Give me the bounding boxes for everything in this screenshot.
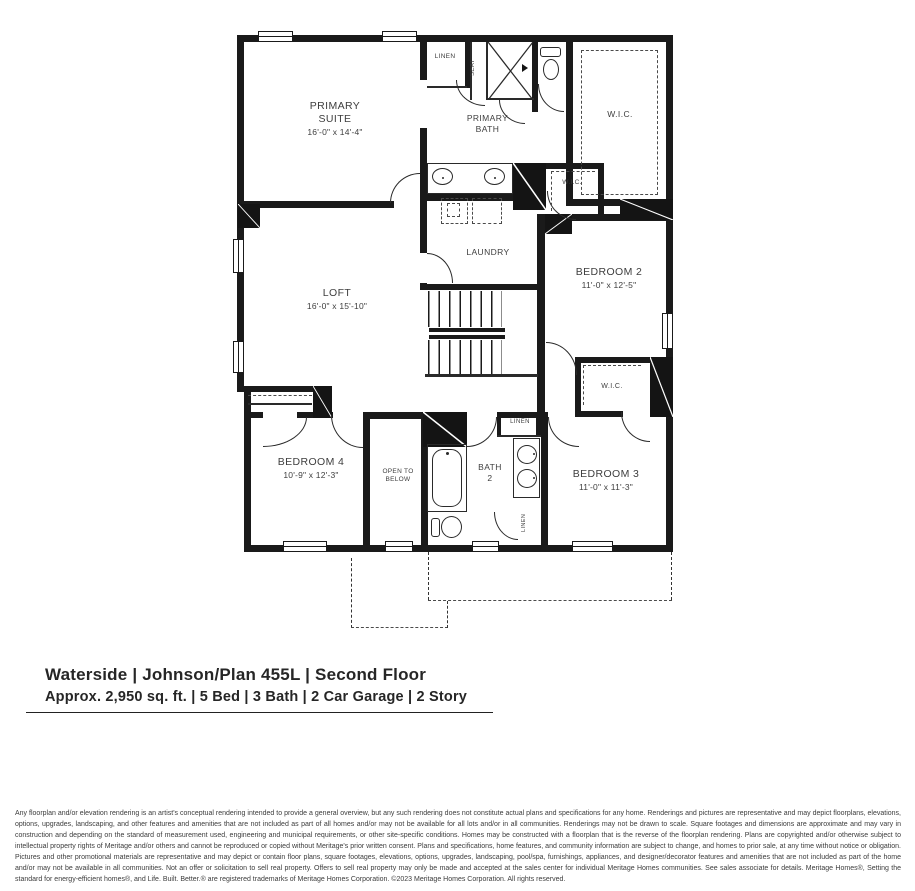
room-dims: 16'-0" x 14'-4": [307, 127, 363, 138]
toilet-bowl: [441, 516, 462, 538]
tub-faucet: [446, 452, 449, 455]
footprint-dashed-line: [428, 600, 672, 601]
room-label-linen: LINEN: [434, 53, 456, 60]
washer-door: [447, 203, 460, 217]
room-name: BEDROOM 3: [572, 468, 640, 480]
title-divider: [26, 712, 493, 713]
closet-shelving: [248, 395, 312, 396]
window: [382, 31, 417, 42]
room-label-bedroom4: [251, 456, 371, 481]
wall: [427, 284, 537, 290]
room-dims: 10'-9" x 12'-3": [283, 470, 339, 481]
footprint-dashed-line: [351, 627, 448, 628]
room-label-primary-suite: [275, 100, 395, 138]
door-arc: [263, 417, 307, 447]
window: [233, 341, 244, 373]
room-name: LOFT: [322, 287, 352, 299]
room-label-laundry: LAUNDRY: [466, 247, 510, 257]
room-label-seat: SEAT: [470, 59, 476, 77]
sink-faucet: [533, 453, 535, 455]
wall: [420, 283, 427, 290]
door-arc: [538, 84, 564, 112]
toilet-tank: [540, 47, 561, 57]
footprint-dashed-line: [447, 601, 448, 628]
room-label-primary-bath: [445, 113, 530, 134]
door-arc: [390, 173, 420, 203]
toilet-tank: [431, 518, 440, 537]
door-arc: [546, 342, 577, 375]
room-dims: 16'-0" x 15'-10": [306, 301, 368, 312]
bathtub: [432, 449, 462, 507]
staircase-lower-run: [428, 340, 502, 374]
room-name: BEDROOM 2: [575, 266, 643, 278]
room-dims: 11'-0" x 11'-3": [578, 482, 634, 493]
window: [283, 541, 327, 552]
room-label-bedroom3: [548, 468, 664, 493]
wall: [244, 412, 263, 418]
legal-disclaimer: Any floorplan and/or elevation rendering is an artist's conceptual rendering intended to provide a general overview, but any such rendering does not constitute actual plans and specifications for any home. Renderings and pictures are representative and may depict floorplans, elevations, options, upgrades, landscaping, and other features and amenities that are not included as part of all homes and/or may not be available for all lots and/or in all communities. Renderings may not be drawn to scale. Square footages and dimensions are approximate and may vary in construction and depending on the standard of measurement used, engineering and municipal requirements, or other site-specific conditions. Homes may be constructed with a floorplan that is the reverse of the floorplan rendering. Plans are copyrighted and/or otherwise subject to intellectual property rights of Meritage and/or others and cannot be reproduced or copied without Meritage's prior written consent. Plans and specifications, home features, and community information are subject to change, and homes to prior sale, at any time without notice or obligation. Pictures and other promotional materials are representative and may depict or contain floor plans, square footages, elevations, options, upgrades, landscaping, pool/spa, furnishings, appliances, and designer/decorator features and amenities that are not included as part of the home and/or may not be available in all communities. Not an offer or solicitation to sell real property. Offers to sell real property may only be made and accepted at the sales center for individual Meritage Homes communities. See sales associate for details. Meritage Homes®, Setting the standard for energy-efficient homes®, and Life. Built. Better.® are registered trademarks of Meritage Homes Corporation. ©2023 Meritage Homes Corporation. All rights reserved.: [15, 810, 901, 883]
wall: [541, 412, 548, 552]
footprint-dashed-line: [671, 552, 672, 600]
room-dims: 11'-0" x 12'-5": [581, 280, 637, 291]
wall: [244, 386, 251, 552]
staircase-rail: [429, 328, 505, 332]
sink-faucet: [494, 177, 496, 179]
room-label-loft: [287, 287, 387, 312]
toilet-bowl: [543, 59, 559, 80]
dryer-outline: [472, 198, 502, 224]
wall: [578, 411, 623, 417]
chase-block: [423, 412, 467, 447]
room-label-bath2: [468, 462, 512, 483]
chase-block: [650, 357, 673, 417]
plan-title: Waterside | Johnson/Plan 455L | Second Floor: [45, 665, 427, 684]
sink-faucet: [442, 177, 444, 179]
chase-block: [620, 199, 673, 220]
wall: [575, 357, 655, 363]
wall: [237, 35, 673, 42]
door-arc: [467, 417, 497, 447]
chase-block: [513, 163, 546, 210]
staircase-rail: [429, 335, 505, 339]
room-label-wic-primary: W.I.C.: [607, 109, 633, 119]
room-label-linen-bath2: LINEN: [510, 419, 530, 425]
room-name: BATH 2: [478, 462, 502, 483]
room-label-open-to-below: [371, 468, 425, 484]
door-arc: [494, 512, 518, 540]
window: [572, 541, 613, 552]
wall: [537, 214, 545, 377]
stair-base-line: [425, 374, 538, 377]
wall: [244, 201, 394, 208]
wall: [420, 208, 427, 253]
room-name: OPEN TO BELOW: [382, 468, 414, 484]
chase-block: [238, 204, 260, 228]
door-arc: [548, 417, 579, 447]
room-label-linen-closet: LINEN: [521, 513, 527, 533]
room-name: BEDROOM 4: [277, 456, 345, 468]
chase-block: [313, 386, 332, 418]
window: [258, 31, 293, 42]
staircase-upper-run: [428, 291, 502, 327]
wall: [363, 412, 427, 419]
linen-edge: [497, 435, 541, 437]
room-name: PRIMARY SUITE: [309, 100, 361, 126]
wall: [363, 412, 370, 552]
wall: [666, 35, 673, 552]
window: [662, 313, 673, 349]
door-arc: [621, 412, 650, 442]
footprint-dashed-line: [351, 558, 352, 628]
window: [385, 541, 413, 552]
closet-shelf: [248, 403, 312, 405]
room-label-wic-bed3: W.I.C.: [601, 383, 623, 390]
window: [233, 239, 244, 273]
window: [472, 541, 499, 552]
wic-shelving: [551, 171, 595, 211]
plan-subtitle: Approx. 2,950 sq. ft. | 5 Bed | 3 Bath | 2 Car Garage | 2 Story: [45, 689, 468, 705]
sink-faucet: [533, 477, 535, 479]
room-label-wic-hall: W.I.C.: [562, 179, 582, 186]
room-label-bedroom2: [553, 266, 665, 291]
footprint-dashed-line: [428, 552, 429, 600]
room-name: PRIMARY BATH: [466, 113, 509, 134]
shower-door-marker: [522, 64, 528, 72]
door-arc: [331, 415, 363, 448]
